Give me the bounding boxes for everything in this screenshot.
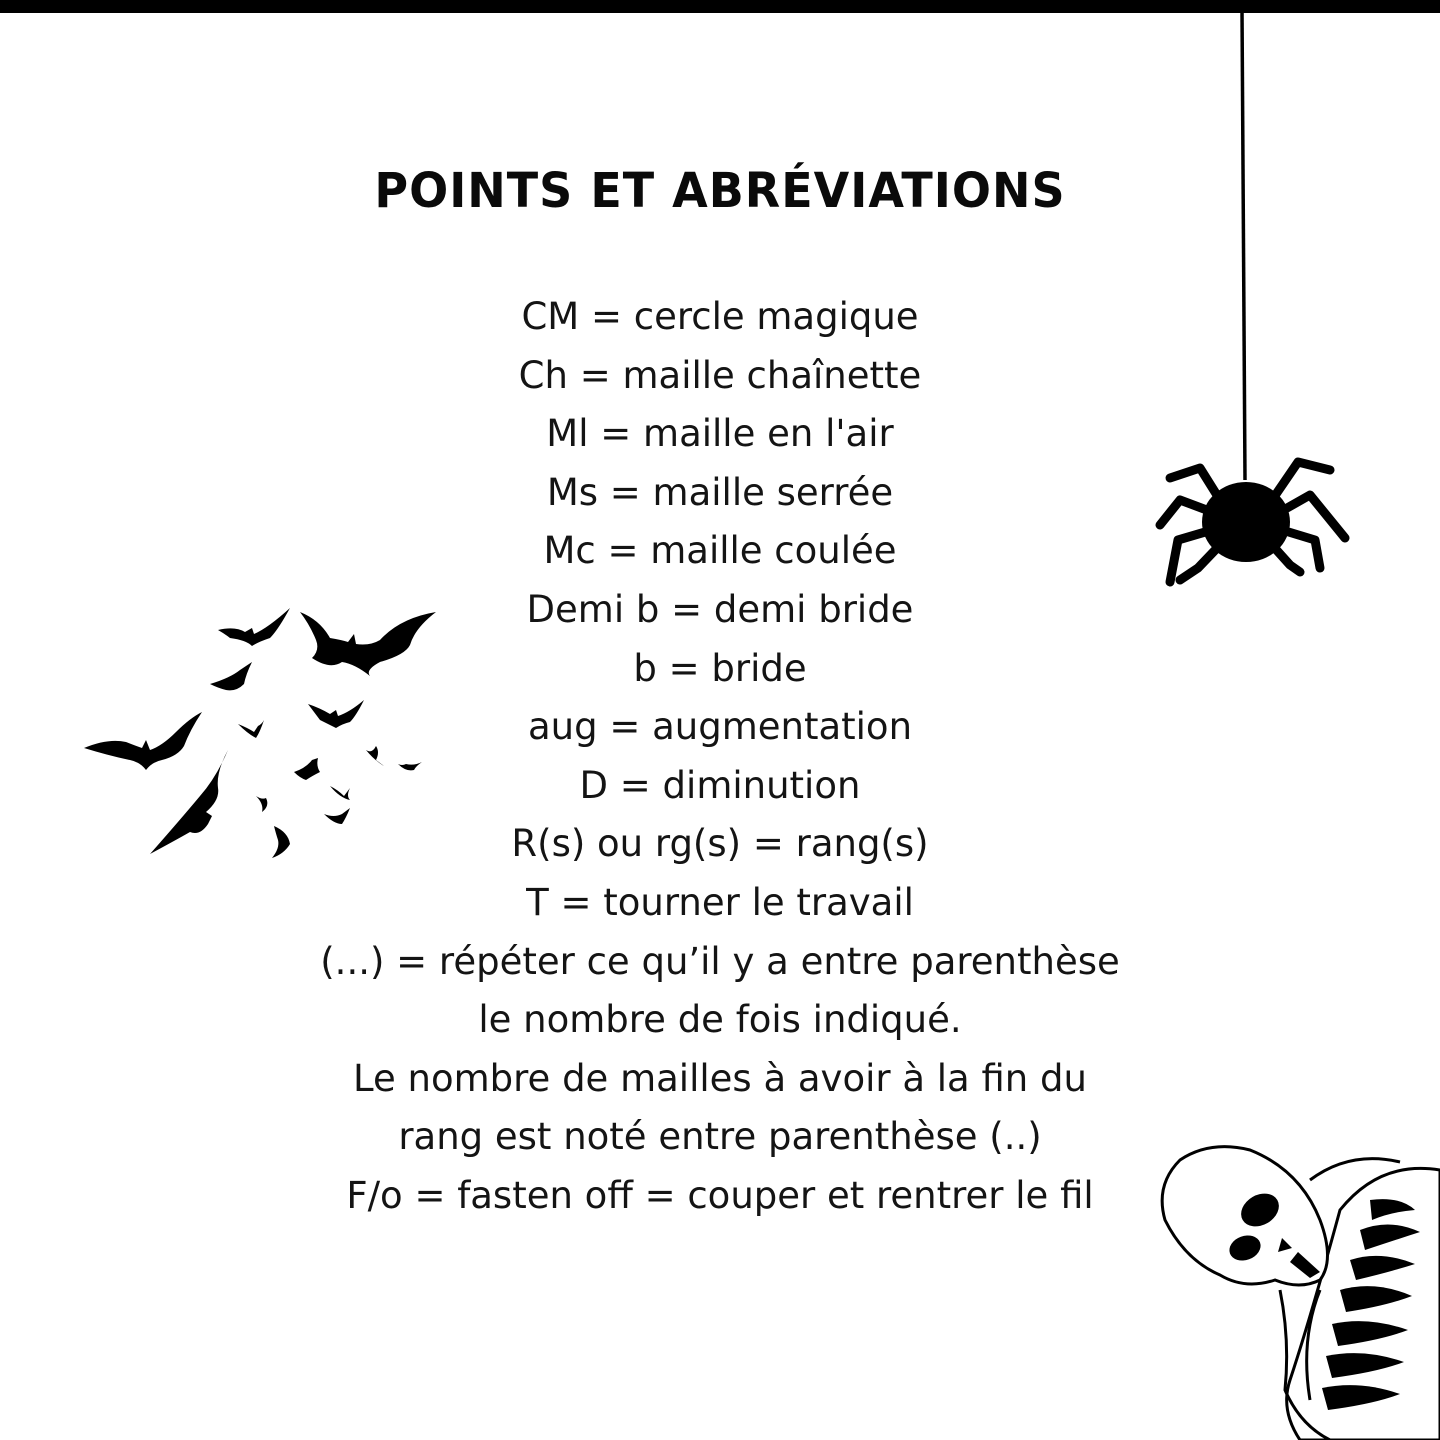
- spider-icon: [1140, 0, 1380, 600]
- list-item: rang est noté entre parenthèse (..): [398, 1115, 1042, 1159]
- list-item: Le nombre de mailles à avoir à la fin du: [353, 1056, 1087, 1100]
- list-item: Demi b = demi bride: [526, 587, 914, 631]
- list-item: Ch = maille chaînette: [518, 353, 922, 397]
- list-item: Ms = maille serrée: [546, 470, 894, 514]
- list-item: F/o = fasten off = couper et rentrer le fil: [346, 1173, 1094, 1217]
- page-title: POINTS ET ABRÉVIATIONS: [374, 161, 1066, 219]
- list-item: T = tourner le travail: [526, 880, 914, 924]
- bats-icon: [80, 600, 450, 870]
- list-item: aug = augmentation: [527, 705, 913, 749]
- list-item: Mc = maille coulée: [543, 529, 897, 573]
- list-item: CM = cercle magique: [521, 295, 919, 338]
- skeleton-icon: [1150, 1140, 1440, 1440]
- list-item: (...) = répéter ce qu’il y a entre parenthèse: [320, 939, 1120, 983]
- list-item: le nombre de fois indiqué.: [478, 998, 962, 1042]
- list-item: Ml = maille en l'air: [546, 412, 894, 456]
- list-item: b = bride: [633, 646, 807, 690]
- list-item: D = diminution: [579, 763, 861, 807]
- list-item: R(s) ou rg(s) = rang(s): [511, 822, 929, 866]
